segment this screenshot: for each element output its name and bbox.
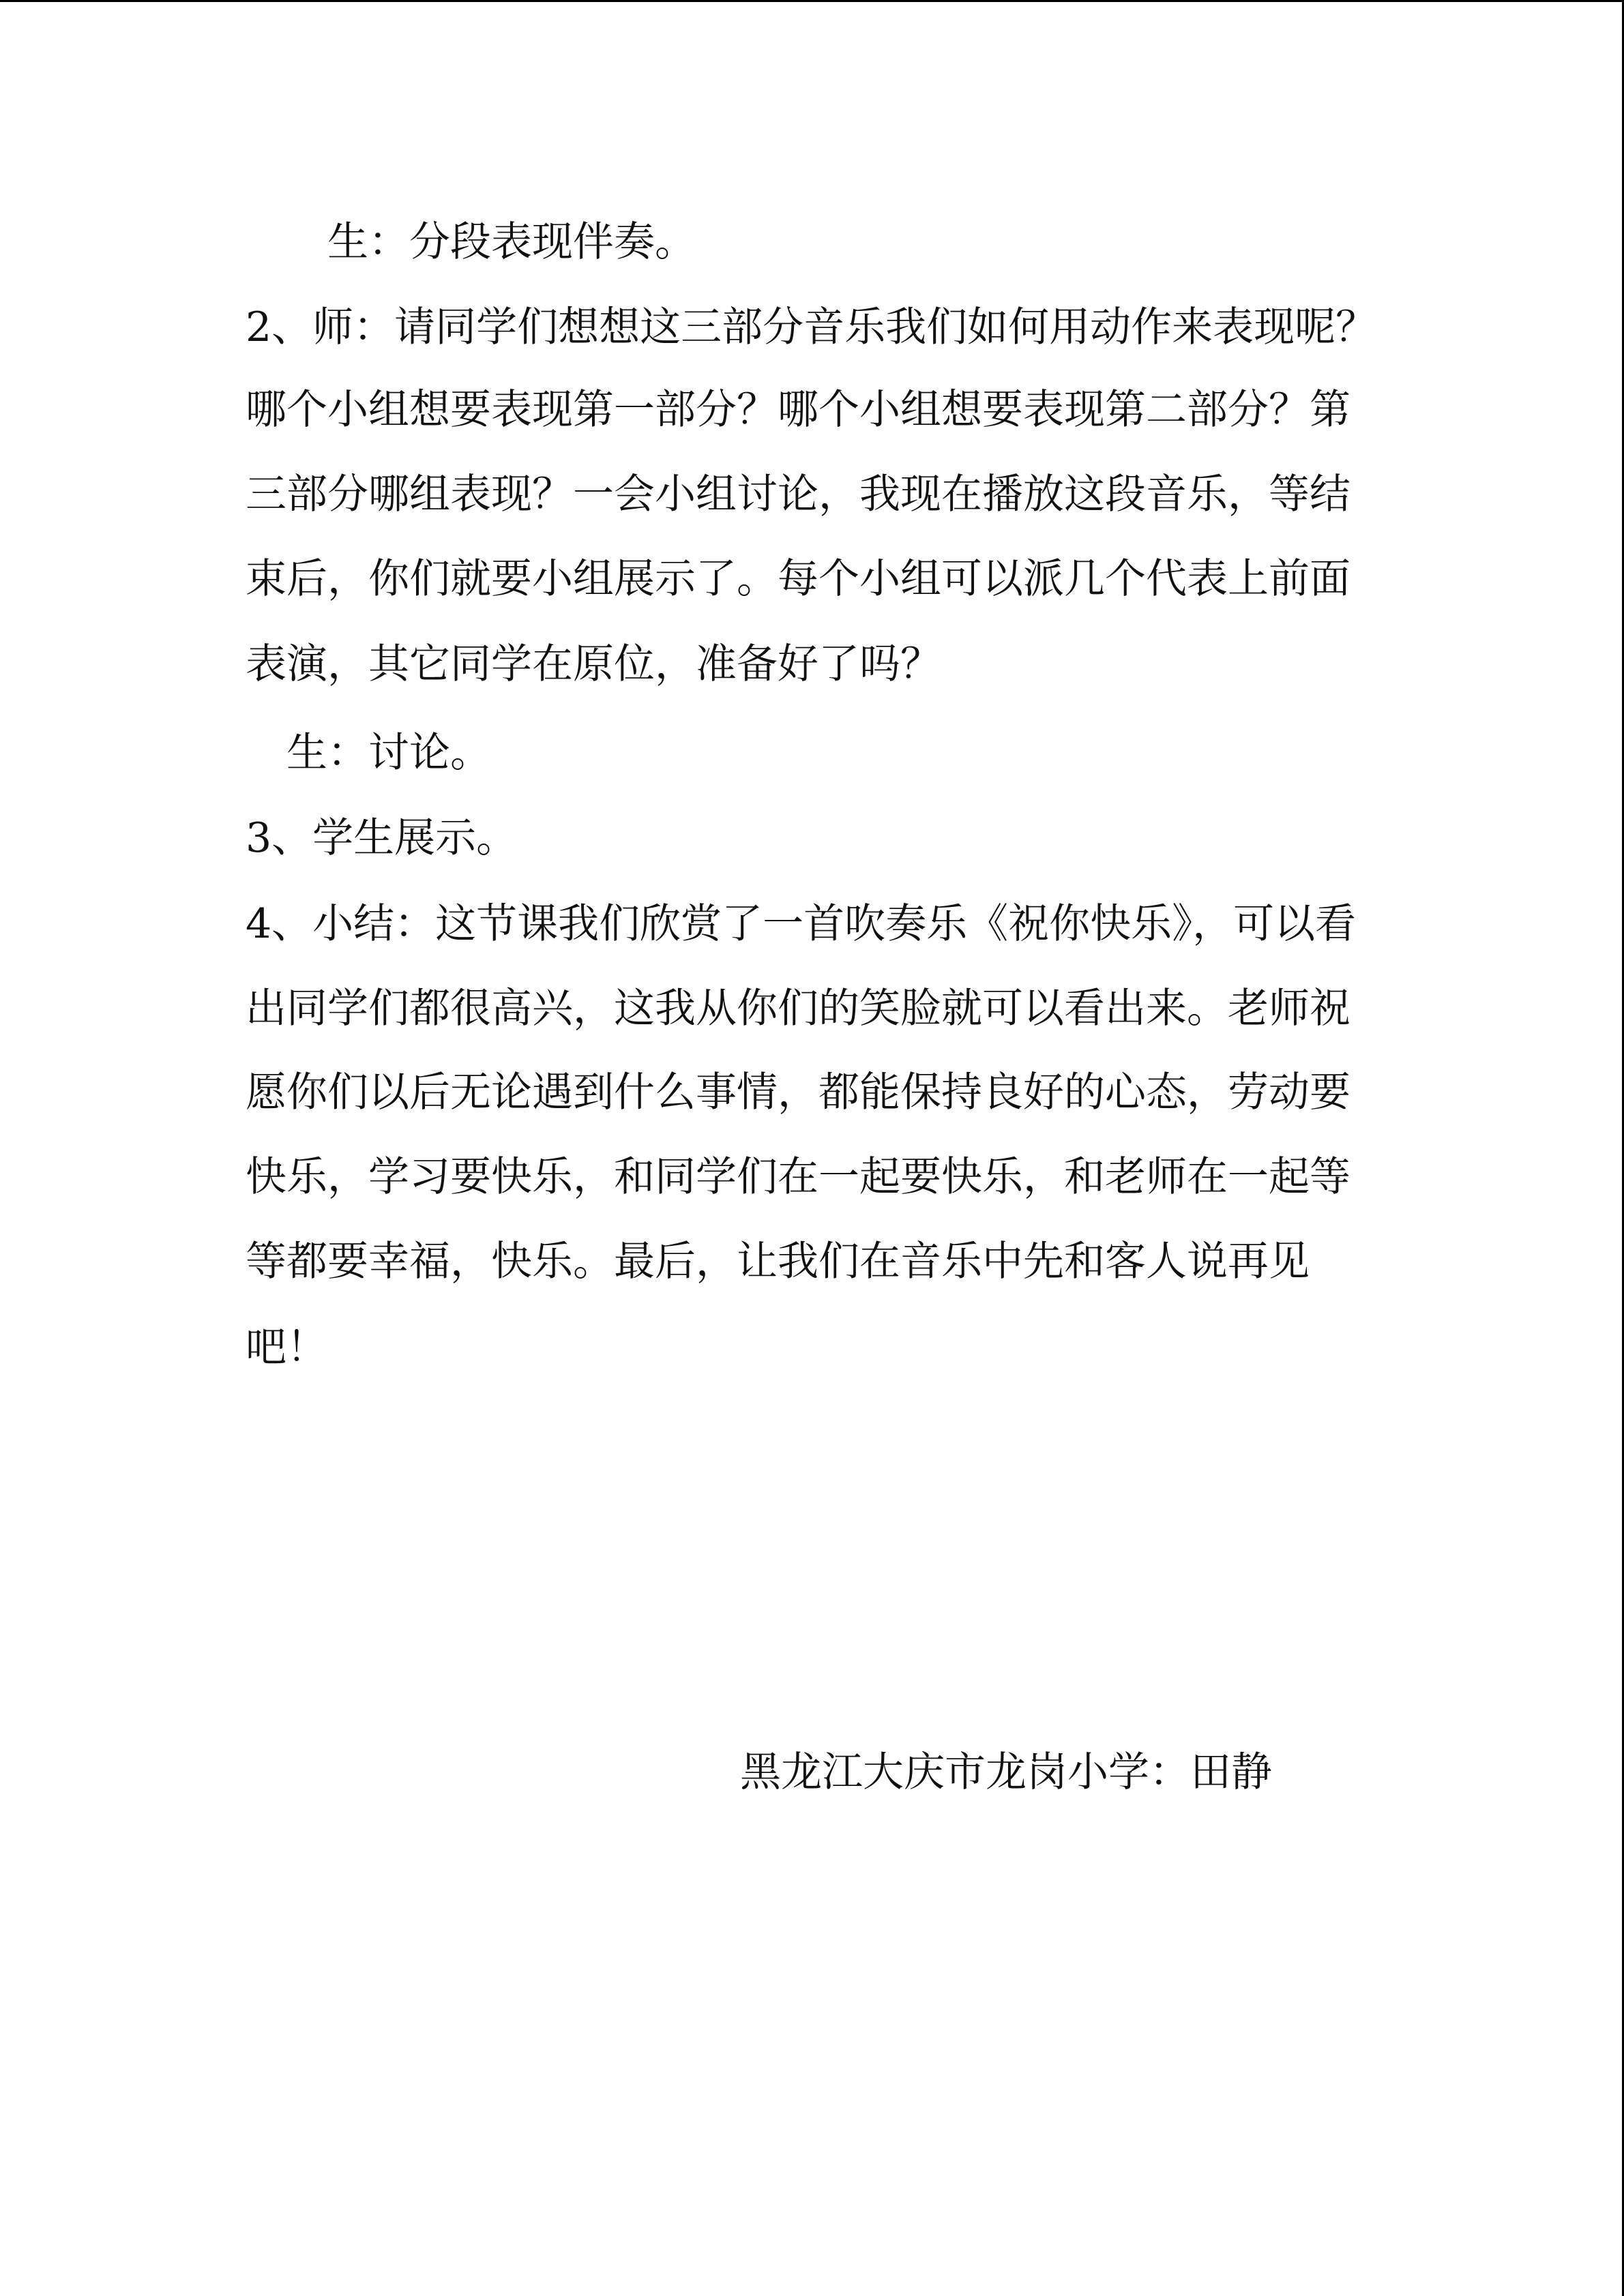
- paragraph-line: 愿你们以后无论遇到什么事情，都能保持良好的心态，劳动要: [246, 1069, 1350, 1116]
- paragraph-line-student-presentation: 3、学生展示。: [246, 814, 518, 862]
- paragraph-line: 表演，其它同学在原位，准备好了吗？: [246, 640, 941, 688]
- paragraph-line-summary: 4、小结：这节课我们欣赏了一首吹奏乐《祝你快乐》，可以看: [246, 900, 1357, 948]
- author-signature: 黑龙江大庆市龙岗小学：田静: [740, 1748, 1272, 1796]
- paragraph-line: 吧！: [246, 1324, 327, 1371]
- paragraph-line-student-discussion: 生：讨论。: [286, 729, 491, 777]
- paragraph-line: 快乐，学习要快乐，和同学们在一起要快乐，和老师在一起等: [246, 1153, 1350, 1201]
- paragraph-line-teacher-question: 2、师：请同学们想想这三部分音乐我们如何用动作来表现呢？: [246, 303, 1377, 351]
- paragraph-line: 出同学们都很高兴，这我从你们的笑脸就可以看出来。老师祝: [246, 985, 1350, 1032]
- paragraph-line: 哪个小组想要表现第一部分？哪个小组想要表现第二部分？第: [246, 386, 1350, 434]
- paragraph-line-student-accompaniment: 生：分段表现伴奏。: [327, 218, 696, 266]
- paragraph-line: 三部分哪组表现？一会小组讨论，我现在播放这段音乐，等结: [246, 471, 1350, 518]
- paragraph-line: 等都要幸福，快乐。最后，让我们在音乐中先和客人说再见: [246, 1238, 1310, 1285]
- paragraph-line: 束后，你们就要小组展示了。每个小组可以派几个代表上前面: [246, 555, 1350, 603]
